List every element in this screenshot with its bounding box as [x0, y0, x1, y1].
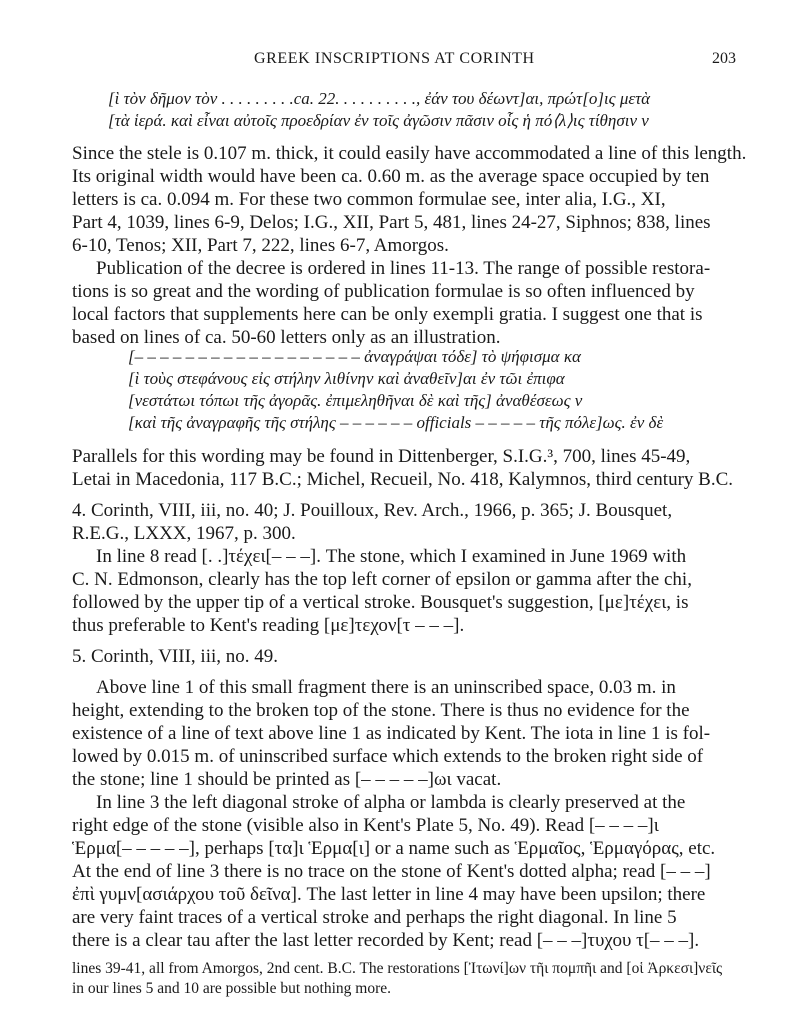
- greek-line: [τὰ ἱερά. καὶ εἶναι αὐτοῖς προεδρίαν ἐν τοῖς ἀγῶσιν πᾶσιν οἷς ἡ πό⟨λ⟩ις τίθησιν v: [108, 111, 649, 130]
- text-line: In line 3 the left diagonal stroke of alpha or lambda is clearly preserved at the: [96, 792, 686, 813]
- text-line: the stone; line 1 should be printed as [– – – – –]ωι vacat.: [72, 769, 502, 790]
- text-line: Since the stele is 0.107 m. thick, it could easily have accommodated a line of this length.: [72, 143, 747, 164]
- text-line: lowed by 0.015 m. of uninscribed surface which extends to the broken right side of: [72, 746, 704, 767]
- text-line: Its original width would have been ca. 0.60 m. as the average space occupied by ten: [72, 166, 710, 187]
- text-line: tions is so great and the wording of publication formulae is so often influenced by: [72, 281, 695, 302]
- greek-line: [– – – – – – – – – – – – – – – – – – ἀναγράψαι τόδε] τὸ ψήφισμα κα: [128, 347, 581, 366]
- text-line: based on lines of ca. 50-60 letters only as an illustration.: [72, 327, 501, 348]
- section-heading: 5. Corinth, VIII, iii, no. 49.: [72, 646, 279, 667]
- text-line: C. N. Edmonson, clearly has the top left corner of epsilon or gamma after the chi,: [72, 569, 692, 590]
- text-line: thus preferable to Kent's reading [με]τεχον[τ – – –].: [72, 615, 465, 636]
- greek-line: [ὶ τὸν δῆμον τὸν . . . . . . . . .ca. 22. . . . . . . . . ., ἐάν του δέωντ]αι, πρώτ[ο]ις μετὰ: [108, 89, 651, 108]
- text-line: Publication of the decree is ordered in lines 11-13. The range of possible restora-: [96, 258, 711, 279]
- footnote-line: lines 39-41, all from Amorgos, 2nd cent. B.C. The restorations [Ἰτωνί]ων τῆι πομπῆι and [οἱ Ἀρκεσι]νεῖς: [72, 960, 723, 977]
- text-line: followed by the upper tip of a vertical stroke. Bousquet's suggestion, [με]τέχει, is: [72, 592, 689, 613]
- text-line: there is a clear tau after the last letter recorded by Kent; read [– – –]τυχου τ[– – –].: [72, 930, 700, 951]
- text-line: Parallels for this wording may be found in Dittenberger, S.I.G.³, 700, lines 45-49,: [72, 446, 691, 467]
- greek-line: [νεστάτωι τόπωι τῆς ἀγορᾶς. ἐπιμεληθῆναι δὲ καὶ τῆς] ἀναθέσεως v: [128, 391, 583, 410]
- text-line: At the end of line 3 there is no trace on the stone of Kent's dotted alpha; read [– – –]: [72, 861, 711, 882]
- text-line: Letai in Macedonia, 117 B.C.; Michel, Recueil, No. 418, Kalymnos, third century B.C.: [72, 469, 734, 490]
- greek-line: [καὶ τῆς ἀναγραφῆς τῆς στήλης – – – – – – officials – – – – – τῆς πόλε]ως. ἐν δὲ: [128, 413, 664, 432]
- footnote-line: in our lines 5 and 10 are possible but nothing more.: [72, 980, 391, 997]
- section-heading: R.E.G., LXXX, 1967, p. 300.: [72, 523, 296, 544]
- section-heading: 4. Corinth, VIII, iii, no. 40; J. Pouilloux, Rev. Arch., 1966, p. 365; J. Bousquet,: [72, 500, 673, 521]
- running-header: GREEK INSCRIPTIONS AT CORINTH: [254, 50, 535, 67]
- text-line: local factors that supplements here can be only exempli gratia. I suggest one that is: [72, 304, 703, 325]
- text-line: 6-10, Tenos; XII, Part 7, 222, lines 6-7, Amorgos.: [72, 235, 449, 256]
- text-line: Above line 1 of this small fragment there is an uninscribed space, 0.03 m. in: [96, 677, 676, 698]
- page-number: 203: [712, 50, 736, 67]
- text-line: Part 4, 1039, lines 6-9, Delos; I.G., XII, Part 5, 481, lines 24-27, Siphnos; 838, lines: [72, 212, 711, 233]
- text-line: height, extending to the broken top of the stone. There is thus no evidence for the: [72, 700, 690, 721]
- text-line: letters is ca. 0.094 m. For these two common formulae see, inter alia, I.G., XI,: [72, 189, 666, 210]
- text-line: Ἑρμα[– – – – –], perhaps [τα]ι Ἑρμα[ι] or a name such as Ἑρμαῖος, Ἑρμαγόρας, etc.: [72, 838, 716, 859]
- text-line: are very faint traces of a vertical stroke and perhaps the right diagonal. In line 5: [72, 907, 677, 928]
- text-line: existence of a line of text above line 1 as indicated by Kent. The iota in line 1 is fol-: [72, 723, 711, 744]
- text-line: ἐπὶ γυμν[ασιάρχου τοῦ δεῖνα]. The last letter in line 4 may have been upsilon; there: [72, 884, 706, 905]
- text-line: In line 8 read [. .]τέχει[– – –]. The stone, which I examined in June 1969 with: [96, 546, 687, 567]
- greek-line: [ὶ τοὺς στεφάνους εἰς στήλην λιθίνην καὶ ἀναθεῖν]αι ἐν τῶι ἐπιφα: [128, 369, 565, 388]
- text-line: right edge of the stone (visible also in Kent's Plate 5, No. 49). Read [– – – –]ι: [72, 815, 659, 836]
